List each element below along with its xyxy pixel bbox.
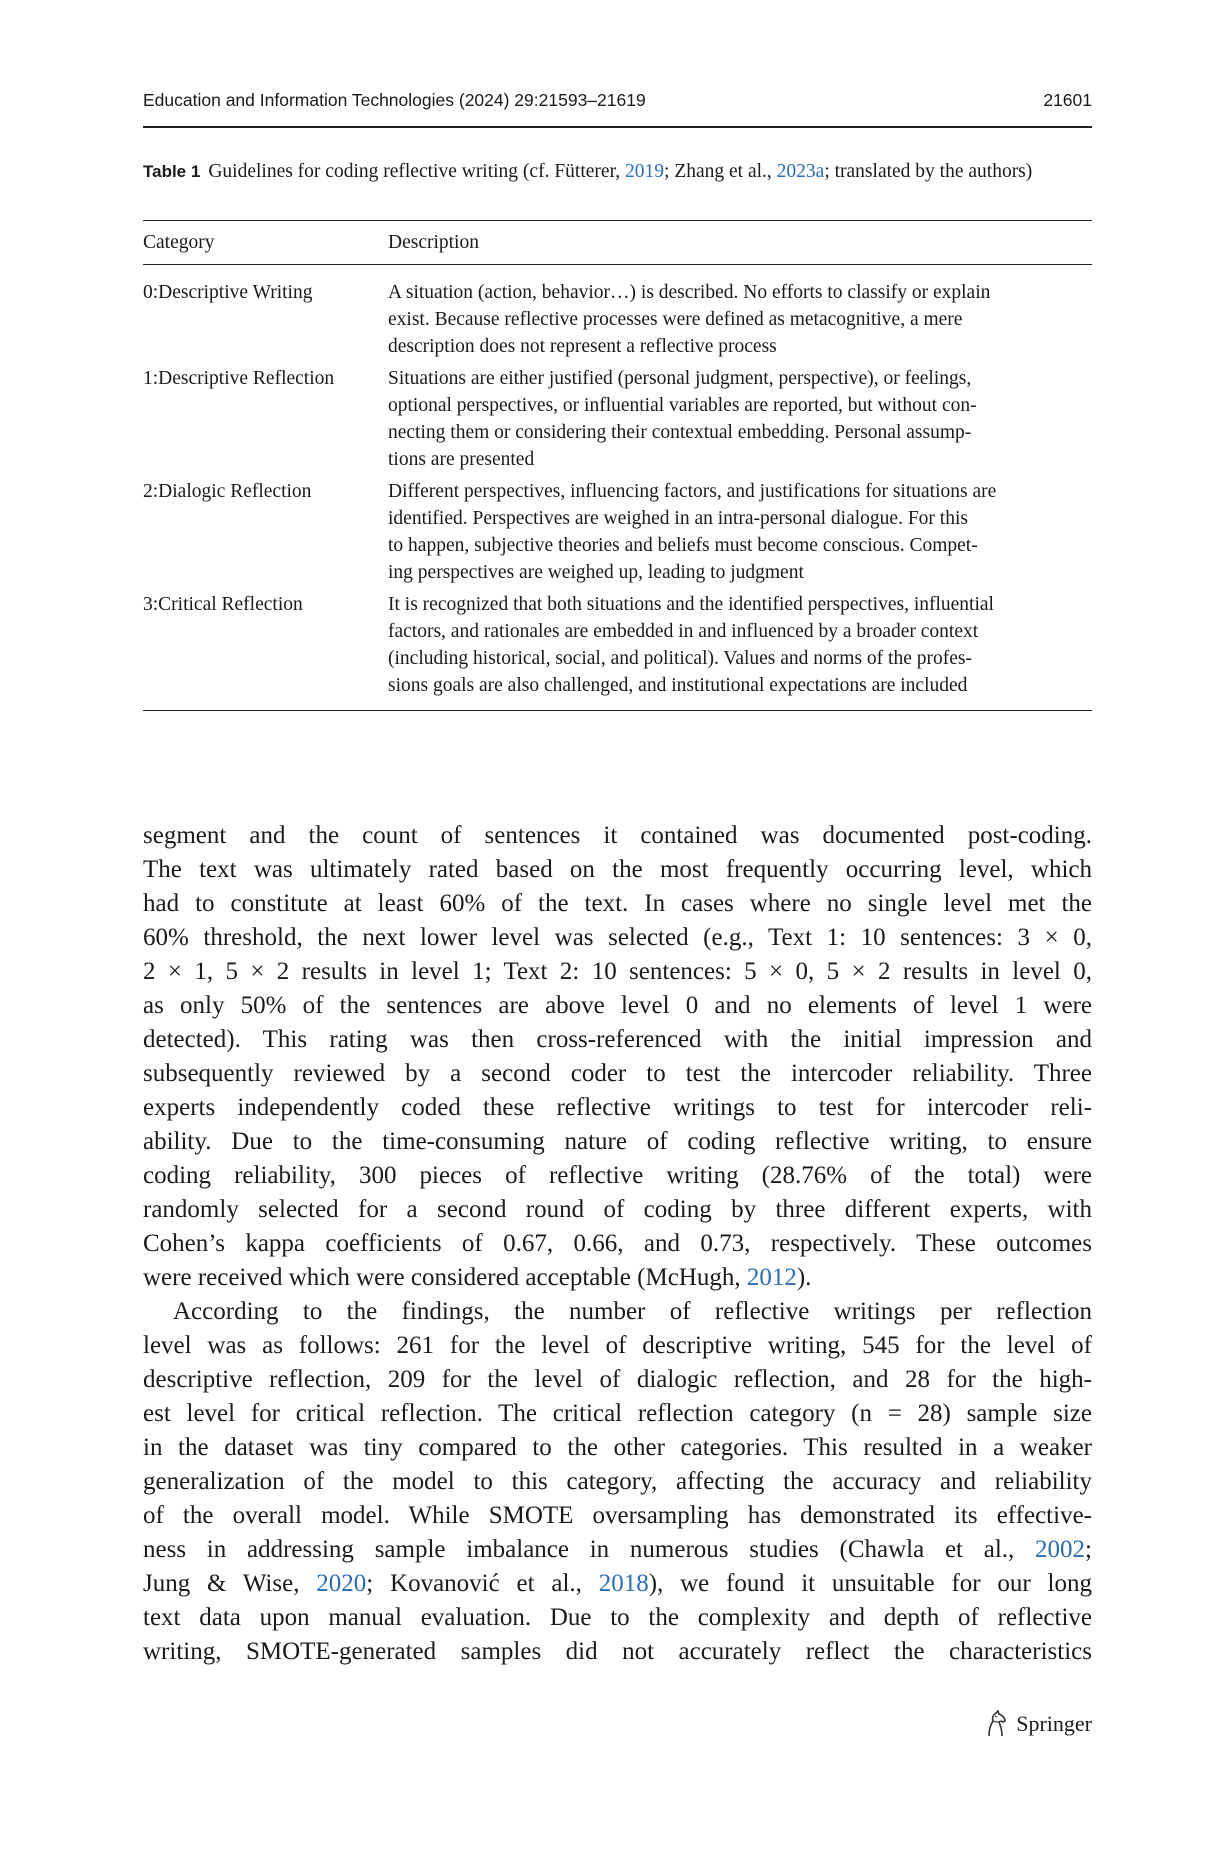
table-label: Table 1	[143, 162, 201, 181]
description-line: tions are presented	[388, 449, 535, 470]
citation-link[interactable]: 2018	[598, 1570, 649, 1597]
category-cell: 3:Critical Reflection	[143, 594, 303, 615]
table-row	[143, 591, 1092, 699]
journal-citation: Education and Information Technologies (2024) 29:21593–21619	[143, 90, 646, 110]
text-line: in the dataset was tiny compared to the other categories. This resulted in a weaker	[143, 1434, 1092, 1461]
text-run: ).	[796, 1264, 812, 1291]
body-text	[143, 819, 1092, 1669]
paragraph	[143, 1295, 1092, 1669]
text-line	[143, 1533, 1092, 1567]
running-header	[143, 88, 1092, 128]
text-line: According to the findings, the number of reflective writings per reflection	[173, 1298, 1092, 1325]
description-line: A situation (action, behavior…) is described. No efforts to classify or explain	[388, 282, 991, 303]
text-line: randomly selected for a second round of coding by three different experts, with	[143, 1196, 1092, 1223]
paragraph	[143, 819, 1092, 1295]
table-caption	[143, 158, 1092, 185]
description-line: optional perspectives, or influential variables are reported, but without con-	[388, 395, 977, 416]
text-line: level was as follows: 261 for the level of descriptive writing, 545 for the level of	[143, 1332, 1092, 1359]
coding-guidelines-table	[143, 220, 1092, 711]
text-line: 60% threshold, the next lower level was selected (e.g., Text 1: 10 sentences: 3 × 0,	[143, 924, 1092, 951]
description-line: Different perspectives, influencing factors, and justifications for situations are	[388, 481, 997, 502]
category-cell: 1:Descriptive Reflection	[143, 368, 335, 389]
text-line: text data upon manual evaluation. Due to the complexity and depth of reflective	[143, 1604, 1092, 1631]
description-line: to happen, subjective theories and beliefs must become conscious. Compet-	[388, 535, 978, 556]
description-line: factors, and rationales are embedded in and influenced by a broader context	[388, 621, 979, 642]
category-cell: 0:Descriptive Writing	[143, 282, 313, 303]
text-line: experts independently coded these reflective writings to test for intercoder reli-	[143, 1094, 1092, 1121]
page-number: 21601	[1043, 90, 1092, 110]
description-line: Situations are either justified (personal judgment, perspective), or feelings,	[388, 368, 972, 389]
text-line	[143, 1261, 1092, 1295]
text-line: The text was ultimately rated based on the most frequently occurring level, which	[143, 856, 1092, 883]
text-line: coding reliability, 300 pieces of reflective writing (28.76% of the total) were	[143, 1162, 1092, 1189]
description-line: (including historical, social, and political). Values and norms of the profes-	[388, 648, 972, 669]
table-header-row	[143, 221, 1092, 264]
text-line: est level for critical reflection. The critical reflection category (n = 28) sample size	[143, 1400, 1092, 1427]
text-run: ; Kovanović et al.,	[366, 1570, 599, 1597]
text-line: 2 × 1, 5 × 2 results in level 1; Text 2: 10 sentences: 5 × 0, 5 × 2 results in level 0,	[143, 958, 1092, 985]
description-line: necting them or considering their contextual embedding. Personal assump-	[388, 422, 972, 443]
text-run: ;	[1085, 1536, 1092, 1563]
text-line: as only 50% of the sentences are above level 0 and no elements of level 1 were	[143, 992, 1092, 1019]
description-cell	[388, 365, 1110, 473]
table-row	[143, 279, 1092, 360]
citation-link[interactable]: 2020	[316, 1570, 367, 1597]
description-line: description does not represent a reflective process	[388, 336, 777, 357]
citation-link[interactable]: 2012	[746, 1264, 797, 1291]
caption-text: ; translated by the authors)	[824, 161, 1033, 182]
text-line: generalization of the model to this category, affecting the accuracy and reliability	[143, 1468, 1092, 1495]
text-line: ability. Due to the time-consuming nature of coding reflective writing, to ensure	[143, 1128, 1092, 1155]
text-run: ness in addressing sample imbalance in numerous studies (Chawla et al.,	[143, 1536, 1036, 1563]
text-line: segment and the count of sentences it contained was documented post-coding.	[143, 822, 1092, 849]
text-line: detected). This rating was then cross-referenced with the initial impression and	[143, 1026, 1092, 1053]
publisher-name: Springer	[1016, 1711, 1092, 1736]
citation-link[interactable]: 2019	[625, 161, 665, 182]
description-line: ing perspectives are weighed up, leading to judgment	[388, 562, 804, 583]
publisher-footer	[984, 1710, 1092, 1738]
text-line: had to constitute at least 60% of the text. In cases where no single level met the	[143, 890, 1092, 917]
citation-link[interactable]: 2023a	[776, 161, 825, 182]
description-line: sions goals are also challenged, and institutional expectations are included	[388, 675, 968, 696]
text-run: were received which were considered acceptable (McHugh,	[143, 1264, 747, 1291]
description-cell	[388, 279, 1110, 360]
text-line: descriptive reflection, 209 for the level of dialogic reflection, and 28 for the high-	[143, 1366, 1092, 1393]
description-cell	[388, 591, 1110, 699]
text-line	[143, 1567, 1092, 1601]
text-line: Cohen’s kappa coefficients of 0.67, 0.66, and 0.73, respectively. These outcomes	[143, 1230, 1092, 1257]
table-body	[143, 265, 1092, 710]
description-line: It is recognized that both situations and the identified perspectives, influential	[388, 594, 994, 615]
table-row	[143, 365, 1092, 473]
text-line: subsequently reviewed by a second coder to test the intercoder reliability. Three	[143, 1060, 1092, 1087]
description-cell	[388, 478, 1110, 586]
category-cell: 2:Dialogic Reflection	[143, 481, 312, 502]
description-line: exist. Because reflective processes were defined as metacognitive, a mere	[388, 309, 963, 330]
caption-text: ; Zhang et al.,	[664, 161, 777, 182]
caption-text: Guidelines for coding reflective writing (cf. Fütterer,	[208, 161, 626, 182]
text-run: Jung & Wise,	[143, 1570, 317, 1597]
text-line: of the overall model. While SMOTE oversampling has demonstrated its effective-	[143, 1502, 1092, 1529]
column-header-category: Category	[143, 232, 215, 253]
description-line: identified. Perspectives are weighed in an intra-personal dialogue. For this	[388, 508, 968, 529]
table-bottom-rule	[143, 710, 1092, 711]
table-row	[143, 478, 1092, 586]
text-line: writing, SMOTE-generated samples did not accurately reflect the characteristics	[143, 1638, 1092, 1665]
citation-link[interactable]: 2002	[1035, 1536, 1086, 1563]
text-run: ), we found it unsuitable for our long	[648, 1570, 1092, 1597]
column-header-description: Description	[388, 232, 479, 253]
springer-horse-icon	[984, 1710, 1010, 1738]
